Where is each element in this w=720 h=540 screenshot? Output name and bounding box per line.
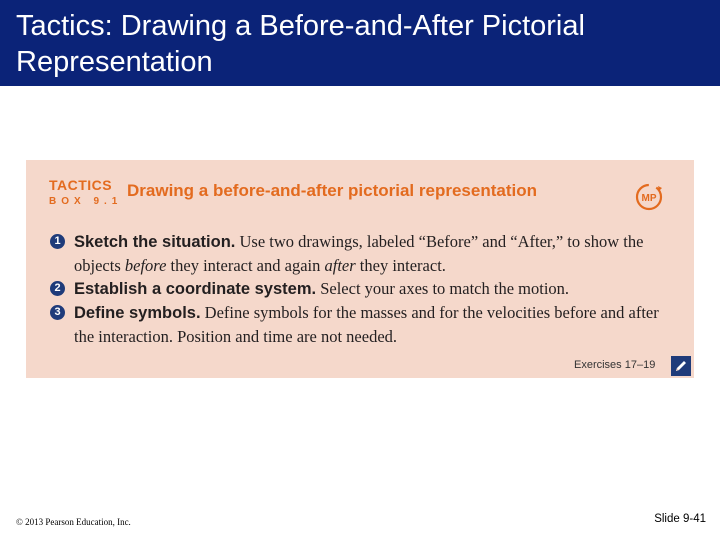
step-1-before-emphasis: before [124,256,167,275]
tactics-box [26,160,694,378]
step-1 [50,230,674,277]
step-1-after-emphasis: after [324,256,356,275]
tactics-heading: Drawing a before-and-after pictorial representation [127,181,537,200]
step-1-text-c: they interact. [355,256,446,275]
slide-number: Slide 9-41 [654,513,706,525]
pencil-icon [671,356,691,376]
exercises-reference: Exercises 17–19 [574,359,656,371]
slide-title: Tactics: Drawing a Before-and-After Pictorial Representation [16,10,585,78]
step-3-text: Define symbols for the masses and for the velocities before and after the interaction. Position and time are not needed. [74,303,659,346]
tactics-label [49,177,122,210]
step-1-heading: Sketch the situation. [74,233,236,251]
step-3-heading: Define symbols. [74,304,201,322]
title-bar [0,0,720,86]
step-1-text-a: Use two drawings, labeled “Before” and “After,” to show the objects [74,232,644,275]
step-number-1: 1 [50,234,65,249]
step-3 [50,301,674,348]
tactics-label-text: TACTICS [49,177,113,193]
step-number-3: 3 [50,305,65,320]
mp-mastering-physics-icon [634,182,664,212]
step-2 [50,277,674,301]
step-1-text-b: they interact and again [166,256,325,275]
copyright-text: © 2013 Pearson Education, Inc. [16,517,131,527]
mp-badge-text: MP [641,193,657,204]
step-number-2: 2 [50,281,65,296]
steps-list [50,230,674,348]
step-2-text: Select your axes to match the motion. [316,279,570,298]
box-number: BOX 9.1 [49,196,123,207]
step-2-heading: Establish a coordinate system. [74,280,317,298]
